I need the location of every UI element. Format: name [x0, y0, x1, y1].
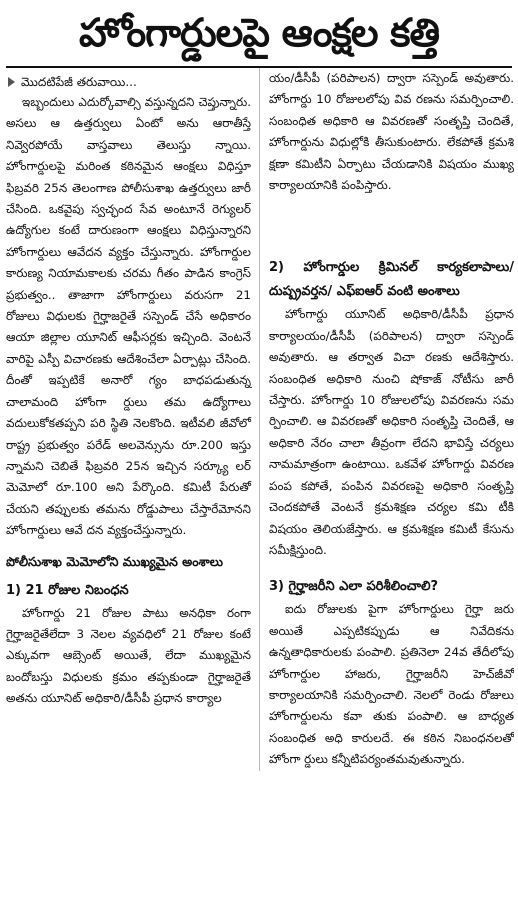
left-paragraph: ఇబ్బందులు ఎదుర్కోవాల్సి వస్తున్నదని చెప్తున్నారు. అసలు ఆ ఉత్తర్వులు ఏంటో అను ఆరాతీస్తే నివ్వెరపోయే వాస్తవాలు తెలుస్తు న్నాయి. హోంగార్డులపై మరింత కఠినమైన ఆంక్షలు విధిస్తూ ఫిబ్రవరి 25న తెలంగాణ పోలీసుశాఖ ఉత్తర్వులు జారీ చేసింది. ఒకవైపు స్వచ్ఛంద సేవ అంటూనే రెగ్యులర్ ఉద్యోగుల కంటే దారుణంగా ఆంక్షలు విధిస్తున్నారని హోంగార్డులు ఆవేదన వ్యక్తం చేస్తున్నారు. హోంగార్డుల కారుణ్య నియామకాలకు చరమ గీతం పాడిన కాంగ్రెస్ ప్రభుత్వం.. తాజాగా హోంగార్డులు వరుసగా 21 రోజులు విధులకు గైర్హాజరైతే సస్పెండ్ చేసే అధికారం ఆయా జిల్లాల యూనిట్ ఆఫీసర్లకు ఇచ్చింది. వెంటనే వారిపై ఎస్పీ విచారణకు ఆదేశించేలా ఏర్పాట్లు చేసింది. దీంతో ఇప్పటికే అనారో గ్యం బాధపడుతున్న చాలామంది హోంగా ర్డులు తమ ఉద్యోగాలు వదులుకోకతప్పని పరి స్థితి నెలకొంది. ఇటీవలి జీవోలో రాష్ట్ర ప్రభుత్వం పరేడ్ అలవెన్సును రూ.200 ఇస్తు న్నామని చెబితే ఫిబ్రవరి 25న ఇచ్చిన సర్క్యూ లర్ మెమోలో రూ.100 అని పేర్కొంది. కమిటీ పేరుతో చేయని తప్పులకు తమను రోడ్డుపాలు చేస్తారేమోనని హోంగార్డులు ఆవే దన వ్యక్తంచేస్తున్నారు. — [6, 95, 251, 538]
right-column — [259, 68, 514, 771]
point2-heading: 2) హోంగార్డుల క్రిమినల్ కార్యకలాపాలు/దుష్ప్రవర్తన/ ఎఫ్ఐఆర్ వంటి అంశాలు — [269, 260, 514, 300]
left-subhead: పోలీసుశాఖ మెమోలోని ముఖ్యమైన అంశాలు — [6, 553, 224, 569]
point1-heading: 1) 21 రోజుల నిబంధన — [6, 582, 129, 598]
point1-text: హోంగార్డు 21 రోజుల పాటు అనధికా రంగా గైర్హాజరైతేలేదా 3 నెలల వ్యవధిలో 21 రోజుల కంటే ఎక్కువగా ఆబ్సెంట్ అయితే, లేదా ముఖ్యమైన బందోబస్తు విధులకు క్రమం తప్పకుండా గైర్హాజరైతే అతను యూనిట్ అధికారి/డీసీపీ ప్రధాన కార్యాల — [6, 605, 251, 706]
article-body — [0, 68, 518, 771]
headline: హోంగార్డులపై ఆంక్షల కత్తి — [79, 10, 439, 56]
continuation-arrow-icon — [8, 77, 15, 87]
point2-text: హోంగార్డు యూనిట్ అధికారి/డీసీపీ ప్రధాన కార్యాలయం/డీసీపీ (పరిపాలన) ద్వారా సస్పెండ్ అవుతారు. ఆ తర్వాత విచా రణకు ఆదేశిస్తారు. సంబంధిత అధికారి నుంచి షోకాజ్ నోటీసు జారీ చేస్తారు. హోంగార్డు 10 రోజులలోపు వివరణను సమ ర్పించాలి. ఆ వివరణతో అధికారి సంతృప్తి చెందితే, ఆ అధికారి నేరం చాలా తీవ్రంగా లేదని భావిస్తే చర్యలు నామమాత్రంగా ఉంటాయి. ఒకవేళ హోంగార్డు వివరణ పంప కపోతే, పంపిన వివరణపై అధికారి సంతృప్తి చెందకపోతే వెంటనే క్రమశిక్షణ చర్యల కమి టీకి విషయం తెలియజేస్తారు. ఆ క్రమశిక్షణ కమిటీ కేసును సమీక్షిస్తుంది. — [269, 307, 514, 557]
point3-heading: 3) గైర్హాజరీని ఎలా పరిశీలించాలి? — [269, 579, 439, 595]
right-top-text: యం/డీసీపీ (పరిపాలన) ద్వారా సస్పెండ్ అవుతారు. హోంగార్డు 10 రోజులలోపు వివ రణను సమర్పించాలి. సంబంధిత అధికారి ఆ వివరణతో సంతృప్తి చెందితే, హోంగార్డును విధుల్లోకి తీసుకుంటారు. లేకపోతే క్రమశి క్షణా కమిటీని ఏర్పాటు చేయడానికి విషయం ముఖ్య కార్యాలయానికి పంపిస్తారు. — [269, 71, 514, 193]
continuation-label: మొదటిపేజీ తరువాయి... — [21, 75, 137, 89]
left-column — [6, 68, 259, 771]
continuation-line — [6, 72, 251, 92]
point3-text: ఐదు రోజులకు పైగా హోంగార్డులు గైర్హా జరు అయితే ఎప్పటికప్పుడు ఆ నివేదికను ఉన్నతాధికారులకు పంపాలి. ప్రతినెలా 24వ తేదీలోపు హోంగార్డుల హాజరు, గైర్హాజరీని హెచ్‌జీవో కార్యాలయానికి సమర్పించాలి. నెలలో రెండు రోజులు హోంగార్డులను కవా తుకు పంపాలి. ఆ బాధ్యత సంబంధిత అధి కారులదే. ఈ కఠిన నిబంధనలతో హోంగా ర్డులు కన్నీటిపర్యంతమవుతున్నారు. — [269, 602, 514, 767]
